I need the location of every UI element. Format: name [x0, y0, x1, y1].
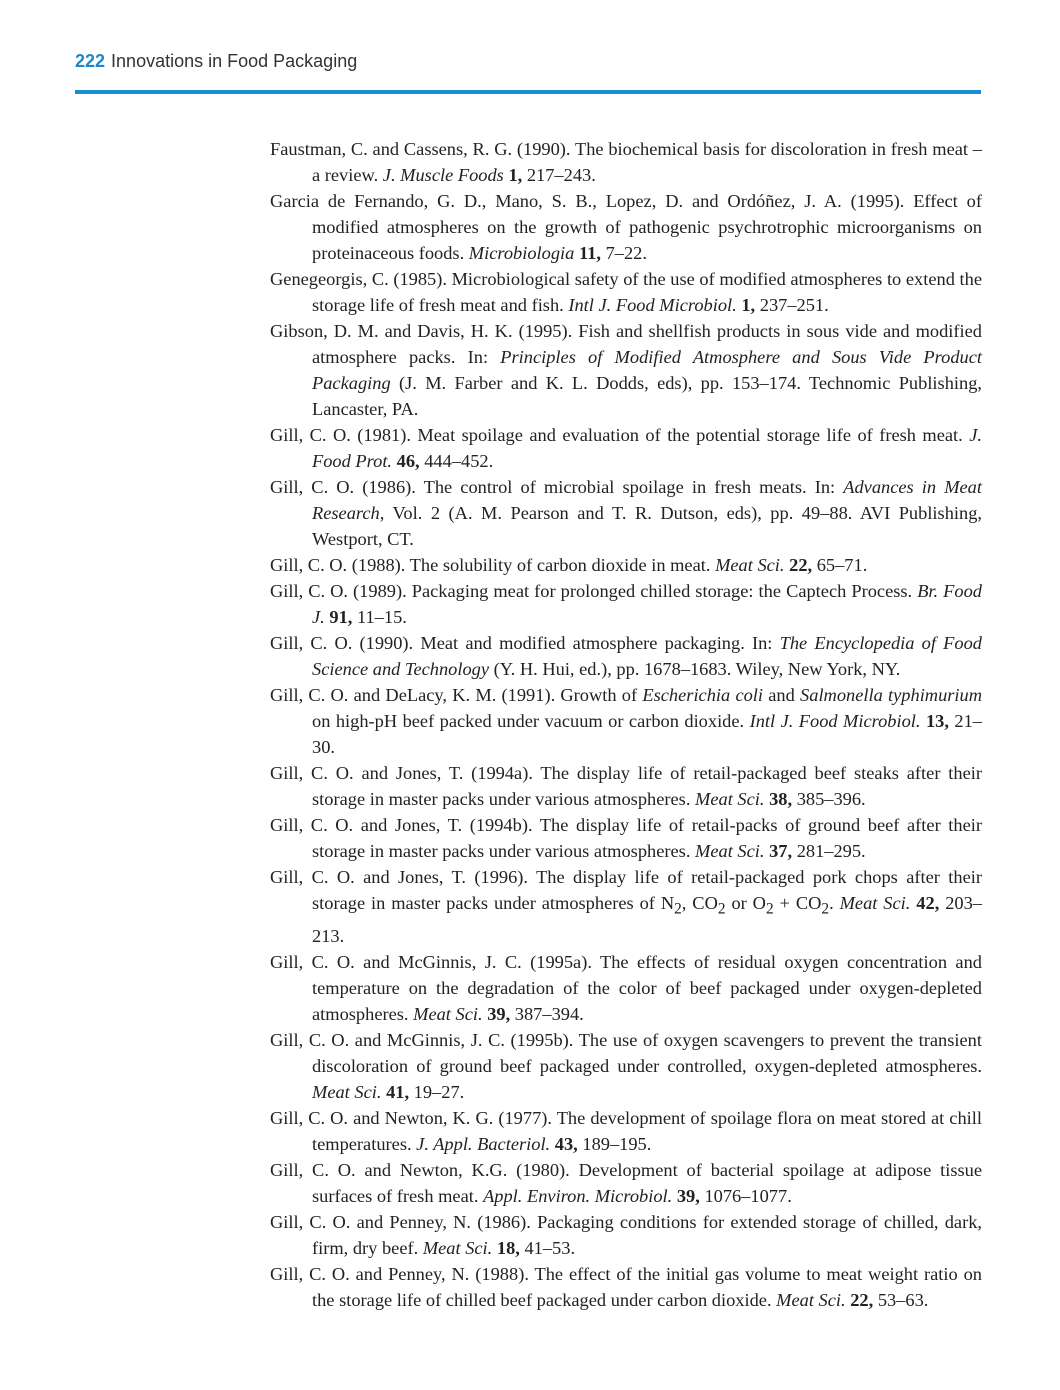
italic-text: Br. Food J.: [312, 581, 982, 627]
reference-entry: Genegeorgis, C. (1985). Microbiological safety of the use of modified atmospheres to extend the storage life of fresh meat and fish. Intl J. Food Microbiol. 1, 237–251.: [270, 269, 982, 315]
italic-text: J. Food Prot.: [312, 425, 982, 471]
subscript: 2: [674, 900, 682, 918]
italic-text: Microbiologia: [468, 243, 575, 263]
subscript: 2: [765, 900, 774, 918]
italic-text: Salmonella typhimurium: [800, 685, 983, 705]
volume-number: 38,: [769, 789, 793, 809]
volume-number: 1,: [741, 295, 756, 315]
volume-number: 13,: [925, 711, 949, 731]
italic-text: Advances in Meat Research: [312, 477, 982, 523]
running-header: [75, 50, 357, 72]
running-title: Innovations in Food Packaging: [111, 51, 358, 71]
italic-text: The Encyclopedia of Food Science and Technology: [312, 633, 982, 679]
reference-entry: Gill, C. O. and Penney, N. (1986). Packaging conditions for extended storage of chilled, dark, firm, dry beef. Meat Sci. 18, 41–53.: [270, 1211, 982, 1258]
reference-entry: Gill, C. O. (1990). Meat and modified atmosphere packaging. In: The Encyclopedia of Food Science and Technology (Y. H. Hui, ed.), pp. 1678–1683. Wiley, New York, NY.: [270, 633, 982, 679]
subscript: 2: [821, 900, 830, 918]
reference-entry: Gill, C. O. and Penney, N. (1988). The effect of the initial gas volume to meat weight ratio on the storage life of chilled beef packaged under carbon dioxide. Meat Sci. 22, 53–63.: [270, 1263, 982, 1310]
reference-entry: Gill, C. O. and Newton, K.G. (1980). Development of bacterial spoilage at adipose tissue surfaces of fresh meat. Appl. Environ. Microbiol. 39, 1076–1077.: [270, 1159, 982, 1206]
reference-list: [270, 136, 982, 1313]
italic-text: Meat Sci.: [413, 1003, 483, 1024]
reference-entry: Garcia de Fernando, G. D., Mano, S. B., Lopez, D. and Ordóñez, J. A. (1995). Effect of modified atmospheres on the growth of pathogenic psychrotrophic microorganisms on proteinaceous foods. Microbiologia 11, 7–22.: [270, 191, 982, 263]
italic-text: J. Appl. Bacteriol.: [416, 1133, 551, 1154]
volume-number: 22,: [789, 555, 813, 575]
volume-number: 39,: [487, 1003, 511, 1024]
volume-number: 41,: [386, 1081, 410, 1102]
italic-text: Principles of Modified Atmosphere and Sous Vide Product Packaging: [312, 347, 982, 393]
reference-entry: Gill, C. O. (1986). The control of microbial spoilage in fresh meats. In: Advances in Meat Research, Vol. 2 (A. M. Pearson and T. R. Dutson, eds), pp. 49–88. AVI Publishing, Westport, CT.: [270, 477, 982, 549]
reference-entry: Gill, C. O. and Jones, T. (1994b). The display life of retail-packs of ground beef after their storage in master packs under various atmospheres. Meat Sci. 37, 281–295.: [270, 815, 982, 861]
reference-entry: Gill, C. O. (1989). Packaging meat for prolonged chilled storage: the Captech Process. Br. Food J. 91, 11–15.: [270, 581, 982, 627]
reference-entry: Gibson, D. M. and Davis, H. K. (1995). Fish and shellfish products in sous vide and modified atmosphere packs. In: Principles of Modified Atmosphere and Sous Vide Product Packaging (J. M. Farber and K. L. Dodds, eds), pp. 153–174. Technomic Publishing, Lancaster, PA.: [270, 321, 982, 419]
reference-entry: Gill, C. O. (1988). The solubility of carbon dioxide in meat. Meat Sci. 22, 65–71.: [270, 555, 868, 575]
italic-text: Appl. Environ. Microbiol.: [483, 1185, 673, 1206]
volume-number: 46,: [396, 451, 420, 471]
volume-number: 43,: [554, 1133, 578, 1154]
volume-number: 11,: [578, 243, 601, 263]
italic-text: J. Muscle Foods: [382, 165, 504, 185]
reference-entry: Gill, C. O. and Newton, K. G. (1977). The development of spoilage flora on meat stored at chill temperatures. J. Appl. Bacteriol. 43, 189–195.: [270, 1107, 982, 1154]
subscript: 2: [717, 900, 726, 918]
italic-text: Meat Sci.: [695, 841, 765, 861]
volume-number: 1,: [508, 165, 523, 185]
reference-entry: Gill, C. O. and Jones, T. (1996). The display life of retail-packaged pork chops after their storage in master packs under atmospheres of $N_2$, $CO_2$ or $O_2 + CO_2$. Meat Sci. 42, 203–213.: [270, 867, 982, 946]
header-rule: [75, 90, 981, 94]
reference-entry: Gill, C. O. and DeLacy, K. M. (1991). Growth of Escherichia coli and Salmonella typhimurium on high-pH beef packed under vacuum or carbon dioxide. Intl J. Food Microbiol. 13, 21–30.: [270, 685, 983, 757]
reference-entry: Gill, C. O. and McGinnis, J. C. (1995a). The effects of residual oxygen concentration and temperature on the degradation of the color of beef packaged under oxygen-depleted atmospheres. Meat Sci. 39, 387–394.: [270, 951, 982, 1024]
italic-text: Meat Sci.: [312, 1081, 382, 1102]
italic-text: Meat Sci.: [422, 1237, 493, 1258]
volume-number: 39,: [676, 1185, 700, 1206]
italic-text: Meat Sci.: [715, 555, 785, 575]
italic-text: Intl J. Food Microbiol.: [749, 711, 921, 731]
italic-text: Meat Sci.: [776, 1289, 846, 1310]
volume-number: 37,: [769, 841, 793, 861]
reference-entry: Gill, C. O. and Jones, T. (1994a). The display life of retail-packaged beef steaks after their storage in master packs under various atmospheres. Meat Sci. 38, 385–396.: [270, 763, 982, 809]
reference-entry: Gill, C. O. and McGinnis, J. C. (1995b). The use of oxygen scavengers to prevent the transient discoloration of ground beef packaged under controlled, oxygen-depleted atmospheres. Meat Sci. 41, 19–27.: [270, 1029, 982, 1102]
volume-number: 91,: [329, 607, 353, 627]
italic-text: Escherichia coli: [642, 685, 764, 705]
reference-entry: Gill, C. O. (1981). Meat spoilage and evaluation of the potential storage life of fresh meat. J. Food Prot. 46, 444–452.: [270, 425, 982, 471]
volume-number: 18,: [496, 1237, 520, 1258]
volume-number: 42,: [916, 893, 940, 913]
reference-entry: Faustman, C. and Cassens, R. G. (1990). The biochemical basis for discoloration in fresh meat – a review. J. Muscle Foods 1, 217–243.: [270, 139, 982, 185]
italic-text: Intl J. Food Microbiol.: [568, 295, 737, 315]
italic-text: Meat Sci.: [839, 893, 911, 913]
volume-number: 22,: [850, 1289, 874, 1310]
italic-text: Meat Sci.: [695, 789, 765, 809]
page-number: 222: [75, 51, 106, 71]
